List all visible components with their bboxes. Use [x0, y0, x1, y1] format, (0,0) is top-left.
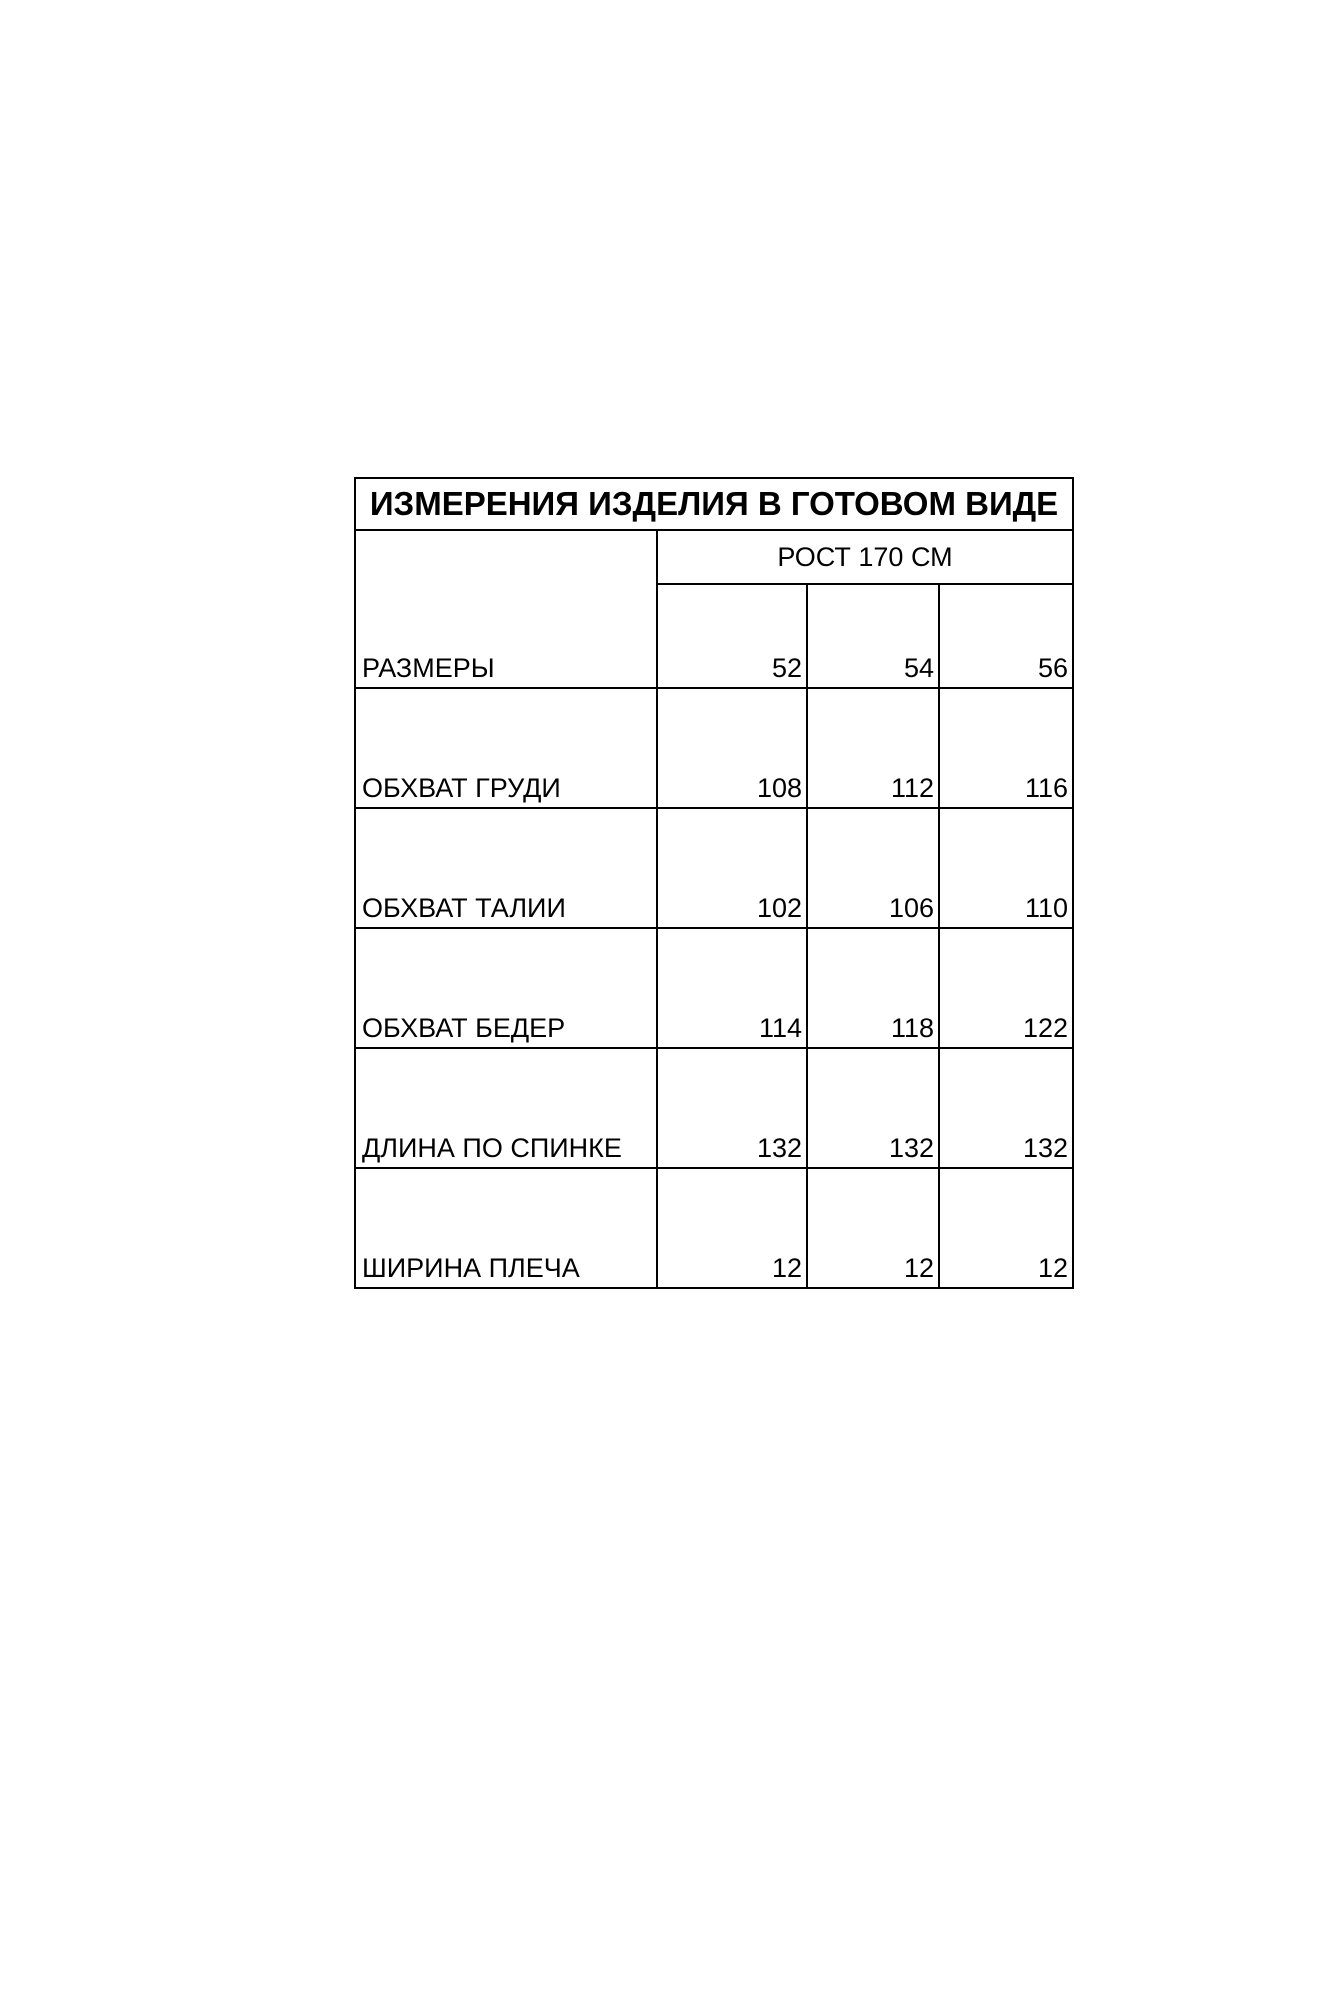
- row-label: ШИРИНА ПЛЕЧА: [355, 1168, 657, 1288]
- row-label: ОБХВАТ ГРУДИ: [355, 688, 657, 808]
- row-label: ОБХВАТ ТАЛИИ: [355, 808, 657, 928]
- table-row: [355, 808, 1073, 928]
- table-row: [355, 1048, 1073, 1168]
- table-row: [355, 688, 1073, 808]
- title-row: [355, 478, 1073, 530]
- table-title: ИЗМЕРЕНИЯ ИЗДЕЛИЯ В ГОТОВОМ ВИДЕ: [355, 478, 1073, 530]
- row-label: ОБХВАТ БЕДЕР: [355, 928, 657, 1048]
- value-cell: 114: [657, 928, 807, 1048]
- value-cell: 12: [657, 1168, 807, 1288]
- size-measurements-table: [354, 477, 1074, 1289]
- value-cell: 118: [807, 928, 939, 1048]
- value-cell: 12: [807, 1168, 939, 1288]
- size-cell: 52: [657, 584, 807, 688]
- table-row: [355, 1168, 1073, 1288]
- row-label: ДЛИНА ПО СПИНКЕ: [355, 1048, 657, 1168]
- value-cell: 116: [939, 688, 1073, 808]
- value-cell: 110: [939, 808, 1073, 928]
- value-cell: 122: [939, 928, 1073, 1048]
- size-cell: 54: [807, 584, 939, 688]
- value-cell: 112: [807, 688, 939, 808]
- table-row: [355, 928, 1073, 1048]
- height-row: [355, 530, 1073, 584]
- value-cell: 132: [807, 1048, 939, 1168]
- value-cell: 132: [657, 1048, 807, 1168]
- size-cell: 56: [939, 584, 1073, 688]
- value-cell: 132: [939, 1048, 1073, 1168]
- value-cell: 102: [657, 808, 807, 928]
- height-label: РОСТ 170 СМ: [657, 530, 1073, 584]
- value-cell: 106: [807, 808, 939, 928]
- value-cell: 12: [939, 1168, 1073, 1288]
- sizes-label: РАЗМЕРЫ: [355, 530, 657, 688]
- value-cell: 108: [657, 688, 807, 808]
